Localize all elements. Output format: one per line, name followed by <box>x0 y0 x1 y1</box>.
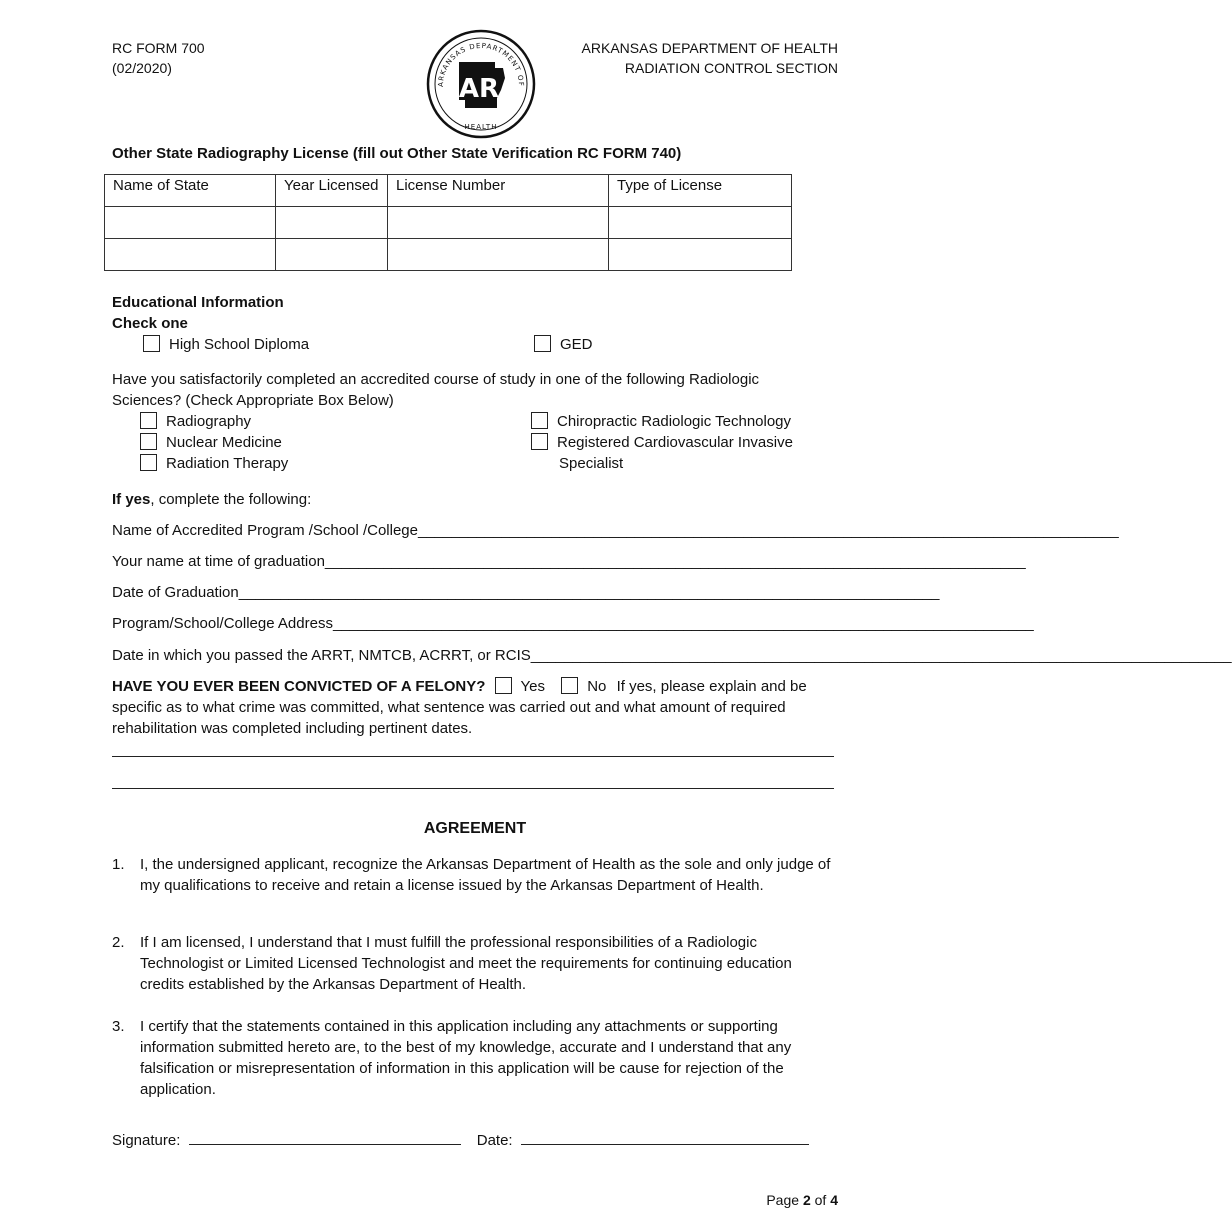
course-option-nuclear[interactable] <box>140 432 282 453</box>
date-label: Date: <box>476 1132 513 1149</box>
signature-line[interactable] <box>189 1129 461 1145</box>
course-label-continued: Specialist <box>559 455 624 472</box>
diploma-checkbox[interactable] <box>143 335 160 352</box>
signature-label: Signature: <box>112 1132 181 1149</box>
agreement-item-number: 1. <box>112 856 125 873</box>
if-yes-bold: If yes <box>112 491 151 508</box>
agreement-item <box>112 1016 836 1100</box>
seal-bottom-text: HEALTH <box>464 123 498 131</box>
course-label: Radiation Therapy <box>166 455 289 472</box>
field-label: Program/School/College Address <box>112 615 333 632</box>
graduation-name-field[interactable]: Your name at time of graduation____________________________________________________________________________________ <box>112 553 1026 570</box>
license-number-cell[interactable] <box>388 207 609 239</box>
course-question: Have you satisfactorily completed an accredited course of study in one of the following Radiologic Sciences? (Check Appropriate Box Below) <box>112 371 760 409</box>
course-label: Registered Cardiovascular Invasive <box>557 434 793 451</box>
felony-explanation-line[interactable] <box>112 788 834 789</box>
other-state-title: Other State Radiography License (fill out Other State Verification RC FORM 740) <box>112 145 682 162</box>
rcis-checkbox[interactable] <box>531 433 548 450</box>
course-label: Chiropractic Radiologic Technology <box>557 413 792 430</box>
column-header: Type of License <box>609 175 792 207</box>
license-type-cell[interactable] <box>609 239 792 271</box>
ged-option[interactable] <box>534 334 593 355</box>
felony-no-label: No <box>587 678 607 695</box>
course-option-rcis[interactable] <box>531 432 793 453</box>
license-number-cell[interactable] <box>388 239 609 271</box>
other-state-license-table <box>104 174 792 271</box>
graduation-date-field[interactable]: Date of Graduation____________________________________________________________________________________ <box>112 584 940 601</box>
state-name-cell[interactable] <box>105 207 276 239</box>
agreement-item-number: 3. <box>112 1018 125 1035</box>
felony-explain-3: rehabilitation was completed including pertinent dates. <box>112 720 473 737</box>
education-title: Educational Information <box>112 294 284 311</box>
state-seal-icon <box>425 28 537 140</box>
if-yes-label <box>112 489 311 510</box>
felony-yes-label: Yes <box>520 678 546 695</box>
course-label: Nuclear Medicine <box>166 434 282 451</box>
felony-explain-2: specific as to what crime was committed, what sentence was carried out and what amount of required <box>112 699 786 716</box>
current-page: 2 <box>802 1192 811 1208</box>
field-label: Your name at time of graduation <box>112 553 325 570</box>
page-word: Page <box>766 1192 800 1208</box>
form-header-left <box>112 38 205 78</box>
form-date: (02/2020) <box>112 60 172 76</box>
license-type-cell[interactable] <box>609 207 792 239</box>
chiropractic-checkbox[interactable] <box>531 412 548 429</box>
agreement-item <box>112 854 836 896</box>
seal-monogram: AR <box>458 74 500 104</box>
felony-no-checkbox[interactable] <box>561 677 578 694</box>
year-licensed-cell[interactable] <box>276 239 388 271</box>
diploma-option[interactable] <box>143 334 309 355</box>
agreement-item <box>112 932 836 995</box>
radiation-therapy-checkbox[interactable] <box>140 454 157 471</box>
column-header: License Number <box>388 175 609 207</box>
agreement-item-text: If I am licensed, I understand that I must fulfill the professional responsibilities of a Radiologic Technologist or Limited Licensed Technologist and meet the requirements for continuing education credits established by the Arkansas Department of Health. <box>140 934 792 993</box>
seal-ring-text: ARKANSAS DEPARTMENT OF <box>436 41 526 88</box>
course-option-radiography[interactable] <box>140 411 251 432</box>
agency-section: RADIATION CONTROL SECTION <box>624 60 838 76</box>
table-header-row <box>105 175 792 207</box>
radiography-checkbox[interactable] <box>140 412 157 429</box>
agreement-item-number: 2. <box>112 934 125 951</box>
felony-question-line <box>112 676 836 697</box>
agreement-item-text: I, the undersigned applicant, recognize the Arkansas Department of Health as the sole and only judge of my qualifications to receive and retain a license issued by the Arkansas Department of Health. <box>140 856 831 894</box>
form-id: RC FORM 700 <box>112 40 205 56</box>
agreement-item-text: I certify that the statements contained in this application including any attachments or supporting information submitted hereto are, to the best of my knowledge, accurate and I understand that any falsification or misrepresentation of information in this application will be cause for rejection of the application. <box>140 1018 792 1098</box>
signature-row <box>112 1129 809 1151</box>
column-header: Name of State <box>105 175 276 207</box>
felony-explanation-line[interactable] <box>112 756 834 757</box>
table-row <box>105 239 792 271</box>
nuclear-medicine-checkbox[interactable] <box>140 433 157 450</box>
felony-explain-1: If yes, please explain and be <box>616 678 807 695</box>
form-header-right <box>582 38 838 78</box>
felony-question: HAVE YOU EVER BEEN CONVICTED OF A FELONY? <box>112 678 486 695</box>
exam-passed-date-field[interactable]: Date in which you passed the ARRT, NMTCB, ACRRT, or RCIS____________________________________________________________________________________ <box>112 647 1232 664</box>
agency-name: ARKANSAS DEPARTMENT OF HEALTH <box>581 40 838 56</box>
program-address-field[interactable]: Program/School/College Address____________________________________________________________________________________ <box>112 615 1034 632</box>
table-row <box>105 207 792 239</box>
course-option-radiation[interactable] <box>140 453 288 474</box>
page-number <box>766 1192 838 1208</box>
column-header: Year Licensed <box>276 175 388 207</box>
total-pages: 4 <box>830 1192 838 1208</box>
if-yes-rest: , complete the following: <box>150 491 312 508</box>
year-licensed-cell[interactable] <box>276 207 388 239</box>
agreement-title: AGREEMENT <box>423 820 527 837</box>
field-label: Date in which you passed the ARRT, NMTCB, ACRRT, or RCIS <box>112 647 531 664</box>
course-label: Radiography <box>166 413 252 430</box>
ged-label: GED <box>560 336 593 353</box>
diploma-label: High School Diploma <box>169 336 310 353</box>
felony-yes-checkbox[interactable] <box>495 677 512 694</box>
field-label: Name of Accredited Program /School /College <box>112 522 418 539</box>
ged-checkbox[interactable] <box>534 335 551 352</box>
course-option-chiropractic[interactable] <box>531 411 791 432</box>
state-name-cell[interactable] <box>105 239 276 271</box>
check-one-label: Check one <box>112 315 188 332</box>
signature-date-line[interactable] <box>521 1129 809 1145</box>
program-name-field[interactable]: Name of Accredited Program /School /College____________________________________________________________________________________ <box>112 522 1119 539</box>
of-word: of <box>814 1192 827 1208</box>
field-label: Date of Graduation <box>112 584 239 601</box>
